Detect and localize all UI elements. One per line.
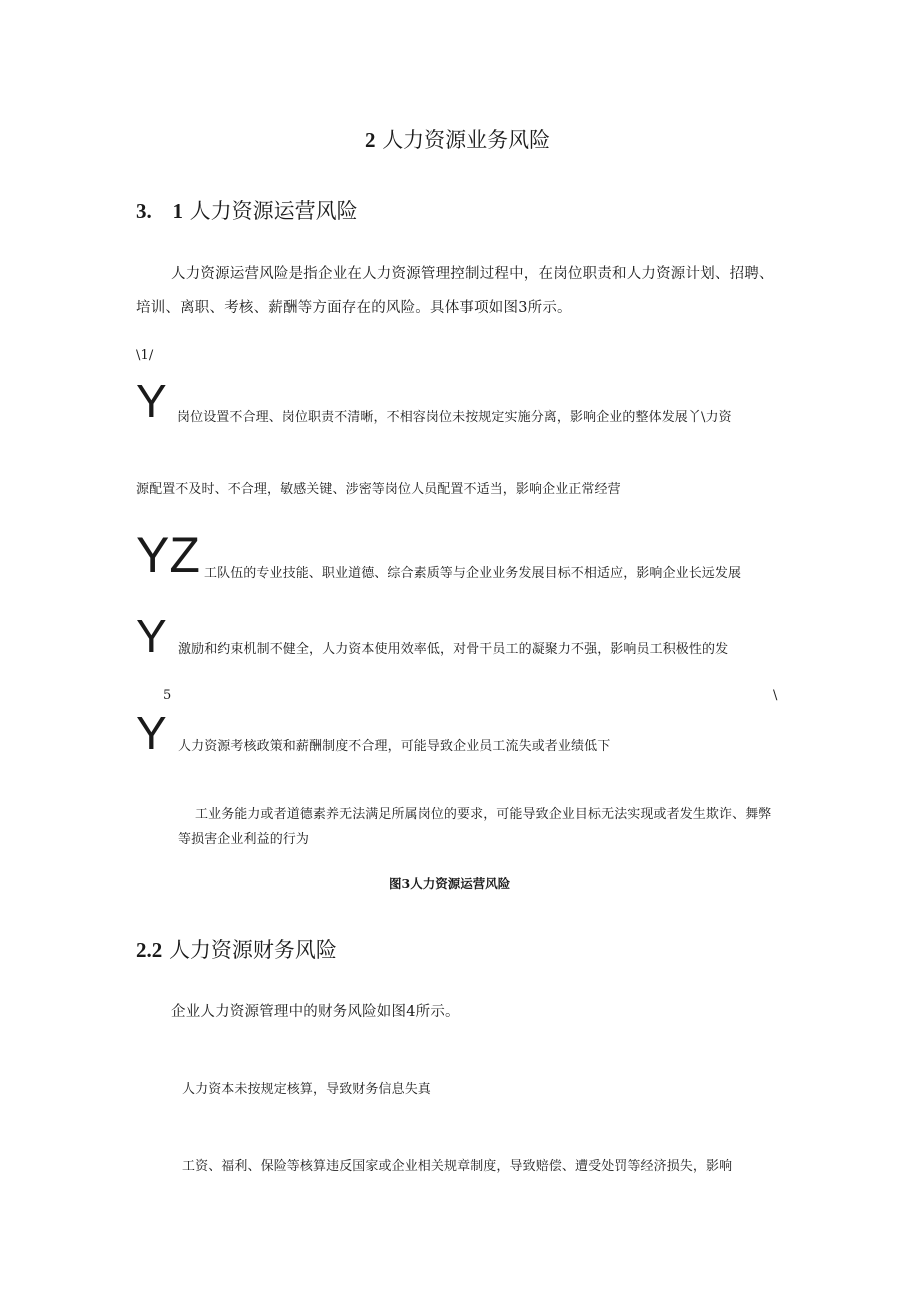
figure-glyph-5: Y <box>136 707 167 759</box>
section-number-2: 1 <box>172 199 183 223</box>
title-text: 人力资源业务风险 <box>382 128 551 152</box>
intro-paragraph-2: 企业人力资源管理中的财务风险如图4所示。 <box>171 1004 460 1020</box>
figure-item-4: 激励和约束机制不健全，人力资本使用效率低，对骨干员工的凝聚力不强，影响员工积极性的发 <box>178 642 729 657</box>
section-number: 2.2 <box>136 938 163 962</box>
figure-item-1: 岗位设置不合理、岗位职责不清晰，不相容岗位未按规定实施分离，影响企业的整体发展丫\力资 <box>177 410 732 425</box>
section-title: 人力资源运营风险 <box>189 199 358 223</box>
intro-paragraph-1: 人力资源运营风险是指企业在人力资源管理控制过程中，在岗位职责和人力资源计划、招聘、培训、离职、考核、薪酬等方面存在的风险。具体事项如图3所示。 <box>136 266 774 316</box>
figure4-item-1: 人力资本未按规定核算，导致财务信息失真 <box>182 1082 431 1097</box>
page-title <box>365 124 550 154</box>
figure4-item-2: 工资、福利、保险等核算违反国家或企业相关规章制度，导致赔偿、遭受处罚等经济损失，影响 <box>182 1159 733 1174</box>
section-number: 3. <box>136 199 152 223</box>
title-number: 2 <box>365 128 376 152</box>
figure-marker-top: \1/ <box>136 348 154 363</box>
figure-glyph-4: Y <box>136 610 167 662</box>
figure-glyph-3: YZ <box>136 527 200 583</box>
figure-item-2: 源配置不及时、不合理，敏感关键、涉密等岗位人员配置不适当，影响企业正常经营 <box>136 482 621 497</box>
figure-marker-5: 5 <box>163 688 172 703</box>
figure-marker-backslash: \ <box>773 688 778 703</box>
section-heading-2 <box>136 934 337 964</box>
figure-item-5: 人力资源考核政策和薪酬制度不合理，可能导致企业员工流失或者业绩低下 <box>178 739 611 754</box>
figure-item-3: 工队伍的专业技能、职业道德、综合素质等与企业业务发展目标不相适应，影响企业长远发展 <box>204 566 742 581</box>
figure-caption: 图3人力资源运营风险 <box>389 876 511 891</box>
section-title: 人力资源财务风险 <box>168 938 337 962</box>
figure-item-6: 工业务能力或者道德素养无法满足所属岗位的要求，可能导致企业目标无法实现或者发生欺诈、舞弊等损害企业利益的行为 <box>178 807 772 847</box>
section-heading-1 <box>136 195 358 225</box>
figure-glyph-1: Y <box>136 375 167 427</box>
